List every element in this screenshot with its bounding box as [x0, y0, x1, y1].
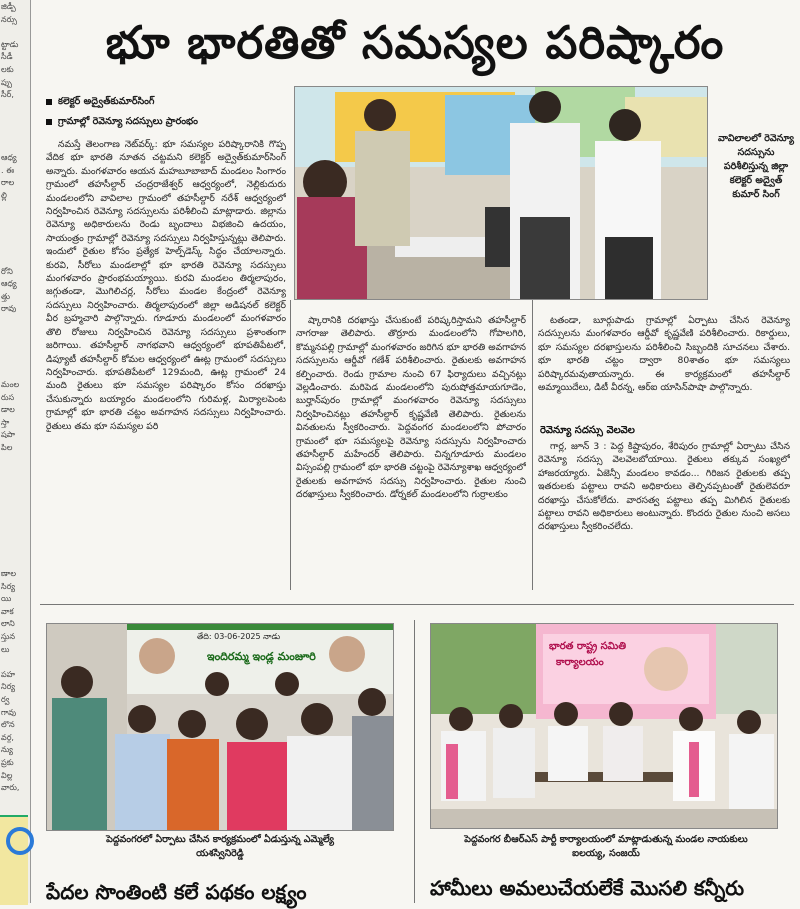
article-column-3-continued: గార్ల, జూన్ 3 : పెద్ద కిష్టాపురం, శేరిపురం గ్రామాల్లో ఏర్పాటు చేసిన రెవెన్యూ సదస్సు వెలవెలబోయాయి. రైతులు తక్కువ సంఖ్యలో హాజరయ్యారు. ఏజెన్సీ మండలం కావడం... గిరిజన రైతులకు తప్ప ఇతరులకు పట్టాలు రావని అధికారులు తెల్పినప్పటంతో రైతులెవరూ దరఖాస్తు చేసుకోలేదు. వారసత్వ పట్టాలు తప్ప మిగిలిన రైతులకు పట్టాలు రావని అధికారులు అంటున్నారు. కొందరు రైతుల నుంచి అసలు దరఖాస్తులు స్వీకరించలేదు. [538, 441, 790, 533]
strip-text-line: పిల [1, 443, 13, 452]
strip-text-line: సిర్య [1, 581, 16, 591]
photo-collector-visit [294, 86, 708, 300]
photo-brs-caption: పెద్దవంగర బీఆర్‌ఎస్ పార్టీ కార్యాలయంలో మాట్లాడుతున్న మండల నాయకులు ఐలయ్య, సంజయ్ [464, 834, 748, 859]
strip-text-line: లకు [1, 65, 14, 74]
strip-text-line: విల్ల [1, 770, 13, 780]
strip-text-line: ఆధ్య [1, 153, 17, 163]
adjacent-column-strip [0, 0, 31, 903]
photo-collector-visit-image [295, 87, 707, 299]
strip-text-line: డాల [1, 405, 15, 415]
article-column-3: టతండా, బూర్గుపాడు గ్రామాల్లో ఏర్పాటు చేసిన రెవెన్యూ సదస్సులను మంగళవారం ఆర్డీవో కృష్ణవేణి పరిశీలించారు. రికార్డులు, భూ సమస్యల దరఖాస్తులను పరిశీలించి సిబ్బందికి సూచనలు చేశారు. భూ భారతి చట్టం ద్వారా 80శాతం భూ సమస్యలు పరిష్కారమవుతాయన్నారు. ఈ కార్యక్రమంలో తహసీల్దార్ అమ్మాయిదేలు, డిటీ వీరన్న, ఆర్‌ఐ యాసిన్‌పాషా పాల్గొన్నారు. [538, 315, 790, 394]
strip-text-line: వర్గ, [1, 732, 14, 742]
strip-text-line: న్యు [1, 745, 13, 755]
bottom-headline-right: హామీలు అమలుచేయలేకే మొసలి కన్నీరు [430, 876, 745, 900]
bullet-item: గ్రామాల్లో రెవెన్యూ సదస్సులు ప్రారంభం [46, 112, 286, 132]
photo-collector-caption: వావిలాలలో రెవెన్యూ సదస్సును పరిశీలిస్తున్న జిల్లా కలెక్టర్ అద్వైత్ కుమార్ సింగ్ [718, 133, 794, 200]
strip-text-line: రుస [1, 392, 15, 402]
strip-text-line: లొన [1, 720, 15, 730]
photo-brs-office [430, 623, 778, 829]
corner-advertisement [0, 815, 28, 905]
highlight-bullets [46, 92, 286, 132]
strip-text-line: వాక [1, 606, 14, 616]
section-divider [40, 604, 794, 605]
strip-text-line: త్తు [1, 291, 10, 301]
article-column-2: ష్కారానికి దరఖాస్తు చేసుకుంటే పరిష్కరిస్తామని తహసీల్దార్ నాగరాజు తెలిపారు. తొర్రూరు మండలంలోని గోపాలగిరి, కొమ్మనపల్లి గ్రామాల్లో మంగళవారం జరిగిన భూ భారతి అవగాహన సదస్సులను ఆర్డీవో గణేశ్ పరిశీలించారు. రైతులకు అవగాహన కల్పించారు. రెండు గ్రామాల నుంచి 67 ఫిర్యాదులు వచ్చినట్లు వెల్లడించారు. మరిపెడ మండలంలోని పురుషోత్తమాయగూడెం, బుర్హాన్‌పురం గ్రామాల్లో మంగళవారం రెవెన్యూ సదస్సులు నిర్వహించినట్లు తహసీల్దార్ కృష్ణవేణి తెలిపారు. రైతులను వినతులను స్వీకరించారు. పెద్దవంగర మండలంలోని పోచారం గ్రామంలో భూ సమస్యలపై రెవెన్యూ సదస్సును నిర్వహించారు తహసీల్దార్ మహేందర్ తెలిపారు. చిన్నగూడూరు మండలం విస్సంపల్లి గ్రామంలో భూ భారతి చట్టంపై రెవెన్యూశాఖ ఆధ్వర్యంలో రైతులకు అవగాహన సదస్సు నిర్వహించారు. రైతుల నుంచి దరఖాస్తులు స్వీకరించారు. డోర్నకల్ మండలంలోని గుర్రాలకుం [296, 315, 526, 501]
strip-text-line: ప్రకు [1, 758, 14, 767]
headline: భూ భారతితో సమస్యల పరిష్కారం [105, 16, 725, 69]
bullet-item: కలెక్టర్ అద్వైత్‌కుమార్‌సింగ్ [46, 92, 286, 112]
strip-text-line: యి [1, 594, 12, 604]
strip-text-line: నర్సు [1, 14, 18, 24]
strip-text-line: షపా [1, 430, 15, 440]
strip-text-line: నిర్య [1, 682, 16, 692]
bottom-headline-left: పేదల సొంతింటి కలే పథకం లక్ష్యం [46, 880, 307, 904]
strip-text-line: ర్వ [1, 695, 10, 704]
strip-text-line: ప్పు [1, 77, 12, 87]
strip-text-line: లాని [1, 619, 15, 629]
strip-text-line: వారు, [1, 783, 20, 793]
strip-text-line: సీర్, [1, 90, 14, 100]
strip-text-line: ణాల [1, 569, 16, 578]
strip-text-line: జిడ్పీ [1, 2, 16, 11]
bullet-square-icon [46, 99, 52, 105]
photo3-banner-title: భారత రాష్ట్ర సమితి [549, 641, 627, 652]
column-divider [532, 300, 533, 590]
ad-logo-icon [6, 827, 34, 855]
strip-text-line: లు [1, 644, 10, 654]
strip-text-line: . ఈ [1, 165, 15, 175]
photo2-banner-text: ఇందిరమ్మ ఇండ్ల మంజూరి [207, 650, 316, 663]
photo-brs-office-image [431, 624, 777, 828]
bullet-square-icon [46, 119, 52, 125]
photo3-banner-sub: కార్యాలయం [556, 657, 604, 668]
strip-text-line: గావు [1, 707, 17, 717]
strip-text-line: ట్టాడు [1, 39, 19, 49]
strip-text-line: మంల [1, 380, 20, 389]
column-divider [290, 300, 291, 590]
photo2-banner-date: తేది: 03-06-2025 నాడు [197, 632, 281, 641]
strip-text-line: సీడీ [1, 52, 13, 62]
strip-text-line: స్తున [1, 632, 15, 641]
strip-text-line: రావు [1, 304, 17, 314]
article-column-1: నమస్తే తెలంగాణ నెట్‌వర్క్: భూ సమస్యల పరిష్కారానికి గొప్ప వేదిక భూ భారతి నూతన చట్టమని కలెక్టర్ అద్వైత్‌కుమార్‌సింగ్ అన్నారు. మంగళవారం ఆయన మహబూబాబాద్ మండలం సింగారం గ్రామంలో తహసీల్దార్ చంద్రరాజేశ్వర్ ఆధ్వర్యంలో, నెల్లికుదురు మండలంలోని వావిలాల గ్రామంలో తహసీల్దార్ నరేశ్ ఆధ్వర్యంలో నిర్వహించిన రెవెన్యూ సదస్సులను పరిశీలించి మాట్లాడారు. జిల్లాను రెవెన్యూ అధికారులను రెండు బృందాలు విభజించి ఉదయం, సాయంత్రం గ్రామాల్లో రెవెన్యూ సదస్సులు నిర్వహిస్తున్నట్లు తెలిపారు. ఇందులో రైతుల కోసం ప్రత్యేక హెల్ప్‌డెస్క్ సిద్ధం చేయాలన్నారు. కురవి, సీరోలు మండలాల్లో భూ భారతి రెవెన్యూ సదస్సులు మంగళవారం ప్రారంభమయ్యాయి. కురవి మండలం తిర్మలాపురం, జగ్గుతండా, మొగిలిచర్ల, సీరోలు మండల కేంద్రంలో రెవెన్యూ సదస్సులు నిర్వహించారు. తిర్మలాపురంలో జిల్లా అడిషనల్ కలెక్టర్ వీర బ్రహ్మచారి పాల్గొన్నారు. గూడూరు మండలంలో మంగళవారం తొలి రోజులు నిర్వహించిన రెవెన్యూ సదస్సులు ప్రశాంతంగా జరిగాయి. తహసీల్దార్ నాగభవాని ఆధ్వర్యంలో భూపతిపేటలో, డిప్యూటీ తహసీల్దార్ కోమల ఆధ్వర్యంలో ఊట్ల గ్రామంలో సదస్సులు నిర్వహించారు. భూపతిపేటలో 129మంది, ఊట్ల గ్రామంలో 24 మంది రైతులు భూ సమస్యల పరిష్కారం కోసం దరఖాస్తు చేసుకున్నారు బయ్యారం మండలంలోని గురిమళ్ల, మిర్యాలపెంట గ్రామాల్లో భూ భారతి చట్టం అవగాహన సదస్సులు నిర్వహించారు. రైతులు తమ భూ సమస్యల పరి [46, 139, 286, 432]
strip-text-line: రోని [1, 266, 13, 276]
strip-text-line: పహ [1, 669, 15, 679]
photo-mla-caption: పెద్దవంగరలో ఏర్పాటు చేసిన కార్యక్రమంలో ఏడుస్తున్న ఎమ్మెల్యే యశస్వినిరెడ్డి [106, 834, 334, 859]
strip-text-line: రాల [1, 178, 15, 188]
subheading-revenue-sadassu: రెవెన్యూ సదస్సు వెలవెల [540, 425, 635, 436]
photo-mla-event [46, 623, 394, 831]
strip-text-line: స్తా [1, 417, 10, 427]
strip-text-line: ఆధ్య [1, 279, 17, 289]
column-divider [414, 620, 415, 903]
strip-text-line: ల్లి [1, 191, 7, 200]
